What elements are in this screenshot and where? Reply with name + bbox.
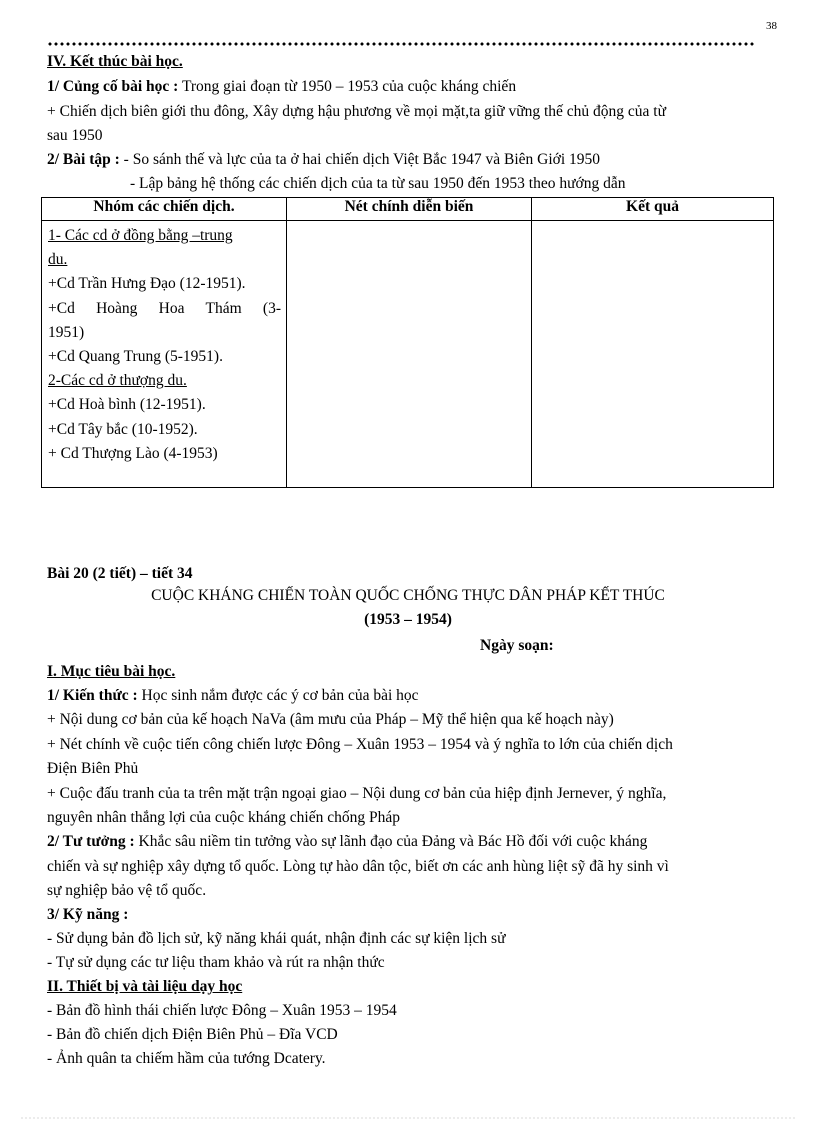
cungco-line (47, 75, 516, 99)
list-item: +Cd Tây bắc (10-1952). (48, 420, 198, 438)
kienthuc-text: Học sinh nắm được các ý cơ bản của bài học (137, 687, 419, 704)
cungco-label: 1/ Củng cố bài học : (47, 78, 179, 95)
baitap-label: 2/ Bài tập : (47, 151, 120, 168)
kienthuc-label: 1/ Kiến thức : (47, 687, 138, 704)
cungco-text: Trong giai đoạn từ 1950 – 1953 của cuộc kháng chiến (178, 78, 517, 95)
mat-item2: - Bản đồ chiến dịch Điện Biên Phủ – Đĩa VCD (47, 1026, 338, 1043)
mat-item1: - Bản đồ hình thái chiến lược Đông – Xuân 1953 – 1954 (47, 1002, 397, 1019)
lesson-main-title: CUỘC KHÁNG CHIẾN TOÀN QUỐC CHỐNG THỰC DÂN PHÁP KẾT THÚC (151, 587, 665, 604)
header-main-events: Nét chính diễn biến (287, 198, 532, 221)
group2-heading: 2-Các cd ở thượng du. (48, 372, 187, 390)
list-item: + Cd Thượng Lào (4-1953) (48, 444, 218, 462)
kt-item3-line2: nguyên nhân thắng lợi của cuộc kháng chiến chống Pháp (47, 809, 400, 826)
tutuong-label: 2/ Tư tưởng : (47, 833, 135, 850)
baitap-text2: - Lập bảng hệ thống các chiến dịch của ta từ sau 1950 đến 1953 theo hướng dẫn (130, 175, 626, 192)
baitap-text: - So sánh thế và lực của ta ở hai chiến dịch Việt Bắc 1947 và Biên Giới 1950 (119, 151, 601, 168)
date-label: Ngày soạn: (480, 637, 554, 654)
kt-item3-line1: + Cuộc đấu tranh của ta trên mặt trận ngoại giao – Nội dung cơ bản của hiệp định Jernever, ý nghĩa, (47, 785, 667, 802)
page-bottom-border (20, 1117, 796, 1119)
list-item: 1951) (48, 323, 85, 341)
kt-item1: + Nội dung cơ bản của kế hoạch NaVa (âm mưu của Pháp – Mỹ thể hiện qua kế hoạch này) (47, 711, 614, 728)
baitap-line (47, 148, 600, 172)
group1-heading-cont: du. (48, 251, 68, 269)
list-item: +Cd Hoà bình (12-1951). (48, 396, 206, 414)
kn-item1: - Sử dụng bản đồ lịch sử, kỹ năng khái quát, nhận định các sự kiện lịch sử (47, 930, 506, 947)
bullet1-line2: sau 1950 (47, 127, 103, 144)
mat-item3: - Ảnh quân ta chiếm hầm của tướng Dcatery. (47, 1050, 326, 1067)
kienthuc-line (47, 684, 419, 708)
section4-heading: IV. Kết thúc bài học. (47, 53, 183, 70)
lesson-years: (1953 – 1954) (364, 611, 452, 628)
kt-item2-line1: + Nét chính về cuộc tiến công chiến lược Đông – Xuân 1953 – 1954 và ý nghĩa to lớn của chiến dịch (47, 736, 673, 753)
materials-heading: II. Thiết bị và tài liệu dạy học (47, 978, 243, 995)
page-number: 38 (766, 20, 777, 32)
group1-heading: 1- Các cd ở đồng bằng –trung (48, 227, 233, 244)
kn-item2: - Tự sử dụng các tư liệu tham khảo và rút ra nhận thức (47, 954, 385, 971)
lesson-title-line: Bài 20 (2 tiết) – tiết 34 (47, 565, 193, 582)
tutuong-line2: chiến và sự nghiệp xây dựng tổ quốc. Lòng tự hào dân tộc, biết ơn các anh hùng liệt sỹ đã hy sinh vì (47, 858, 669, 875)
campaign-table (41, 197, 774, 488)
tutuong-line3: sự nghiệp bảo vệ tổ quốc. (47, 882, 207, 899)
list-item: +Cd Trần Hưng Đạo (12-1951). (48, 275, 246, 293)
bullet1-line1: + Chiến dịch biên giới thu đông, Xây dựng hậu phương về mọi mặt,ta giữ vững thế chủ động của từ (47, 103, 667, 120)
dotted-separator (47, 42, 755, 46)
table-row (42, 221, 774, 488)
kynang-label: 3/ Kỹ năng : (47, 906, 129, 923)
objectives-heading: I. Mục tiêu bài học. (47, 663, 176, 680)
list-item: +Cd Quang Trung (5-1951). (48, 348, 223, 366)
list-item: +Cd Hoàng Hoa Thám (3- (48, 299, 281, 317)
header-campaign-groups: Nhóm các chiến dịch. (42, 198, 287, 221)
campaign-groups-cell (42, 221, 287, 488)
header-results: Kết quả (532, 198, 774, 221)
results-cell (532, 221, 774, 488)
main-events-cell (287, 221, 532, 488)
table-header-row (42, 198, 774, 221)
kt-item2-line2: Điện Biên Phủ (47, 760, 139, 777)
tutuong-line (47, 830, 647, 854)
tutuong-text: Khắc sâu niềm tin tưởng vào sự lãnh đạo của Đảng và Bác Hồ đối với cuộc kháng (134, 833, 648, 850)
